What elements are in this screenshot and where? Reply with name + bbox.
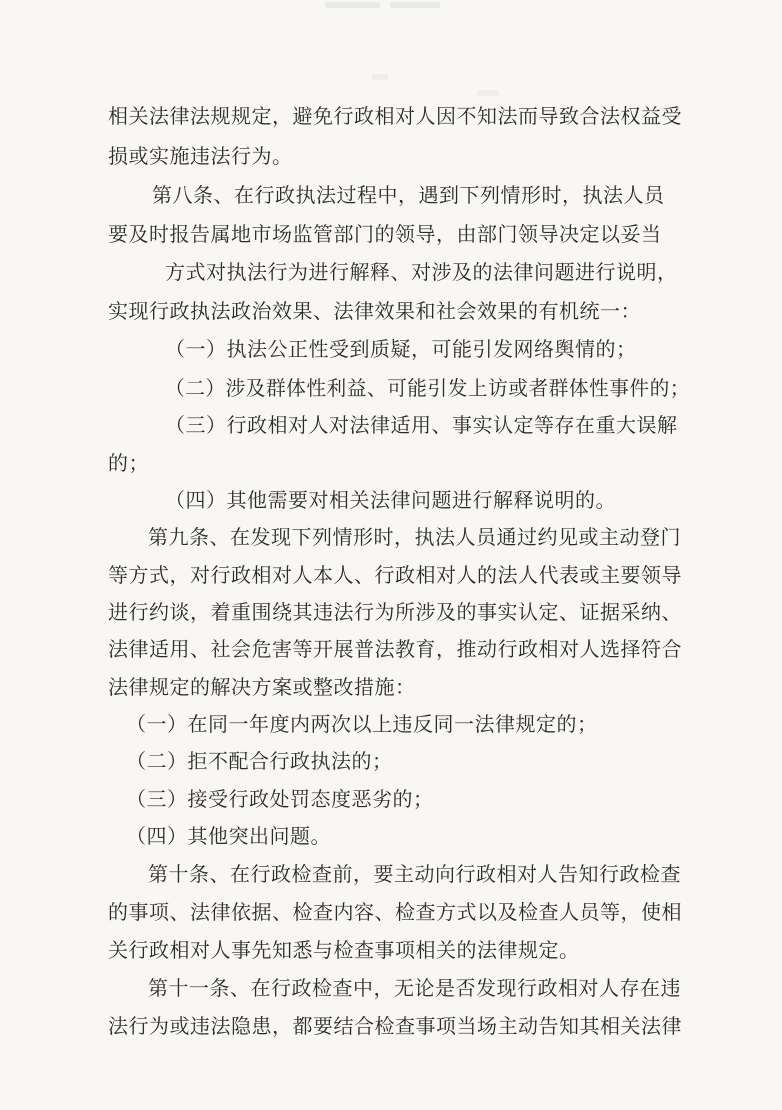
text-line: 方式对执法行为进行解释、对涉及的法律问题进行说明， xyxy=(165,260,678,284)
bleed-through-mark xyxy=(478,90,498,96)
bleed-through-mark xyxy=(372,74,388,80)
text-line: 第十条、在行政检查前，要主动向行政相对人告知行政检查 xyxy=(148,862,681,886)
text-line: 实现行政执法政治效果、法律效果和社会效果的有机统一： xyxy=(108,299,641,323)
text-line: （四）其他需要对相关法律问题进行解释说明的。 xyxy=(165,488,616,512)
text-line: 的； xyxy=(108,451,149,475)
text-line: 进行约谈，着重围绕其违法行为所涉及的事实认定、证据采纳、 xyxy=(108,600,682,624)
text-line: （一）执法公正性受到质疑，可能引发网络舆情的； xyxy=(165,337,637,361)
text-line: 第九条、在发现下列情形时，执法人员通过约见或主动登门 xyxy=(148,525,681,549)
text-line: 法行为或违法隐患，都要结合检查事项当场主动告知其相关法律 xyxy=(108,1014,682,1038)
text-line: （四）其他突出问题。 xyxy=(126,824,331,848)
bleed-through-mark xyxy=(325,2,380,8)
text-line: 损或实施违法行为。 xyxy=(108,144,293,168)
text-line: （二）拒不配合行政执法的； xyxy=(126,749,393,773)
text-line: 的事项、法律依据、检查内容、检查方式以及检查人员等，使相 xyxy=(108,900,682,924)
text-line: 要及时报告属地市场监管部门的领导，由部门领导决定以妥当 xyxy=(108,222,662,246)
text-line: （一）在同一年度内两次以上违反同一法律规定的； xyxy=(126,712,598,736)
text-line: 相关法律法规规定，避免行政相对人因不知法而导致合法权益受 xyxy=(108,104,682,128)
text-line: （三）接受行政处罚态度恶劣的； xyxy=(126,787,434,811)
text-line: （三）行政相对人对法律适用、事实认定等存在重大误解 xyxy=(165,413,678,437)
text-line: （二）涉及群体性利益、可能引发上访或者群体性事件的； xyxy=(165,376,691,400)
text-line: 法律适用、社会危害等开展普法教育，推动行政相对人选择符合 xyxy=(108,637,682,661)
text-line: 等方式，对行政相对人本人、行政相对人的法人代表或主要领导 xyxy=(108,563,682,587)
bleed-through-mark xyxy=(390,2,440,8)
text-line: 关行政相对人事先知悉与检查事项相关的法律规定。 xyxy=(108,938,580,962)
text-line: 第十一条、在行政检查中，无论是否发现行政相对人存在违 xyxy=(148,976,681,1000)
text-line: 第八条、在行政执法过程中，遇到下列情形时，执法人员 xyxy=(152,183,665,207)
text-line: 法律规定的解决方案或整改措施： xyxy=(108,675,416,699)
